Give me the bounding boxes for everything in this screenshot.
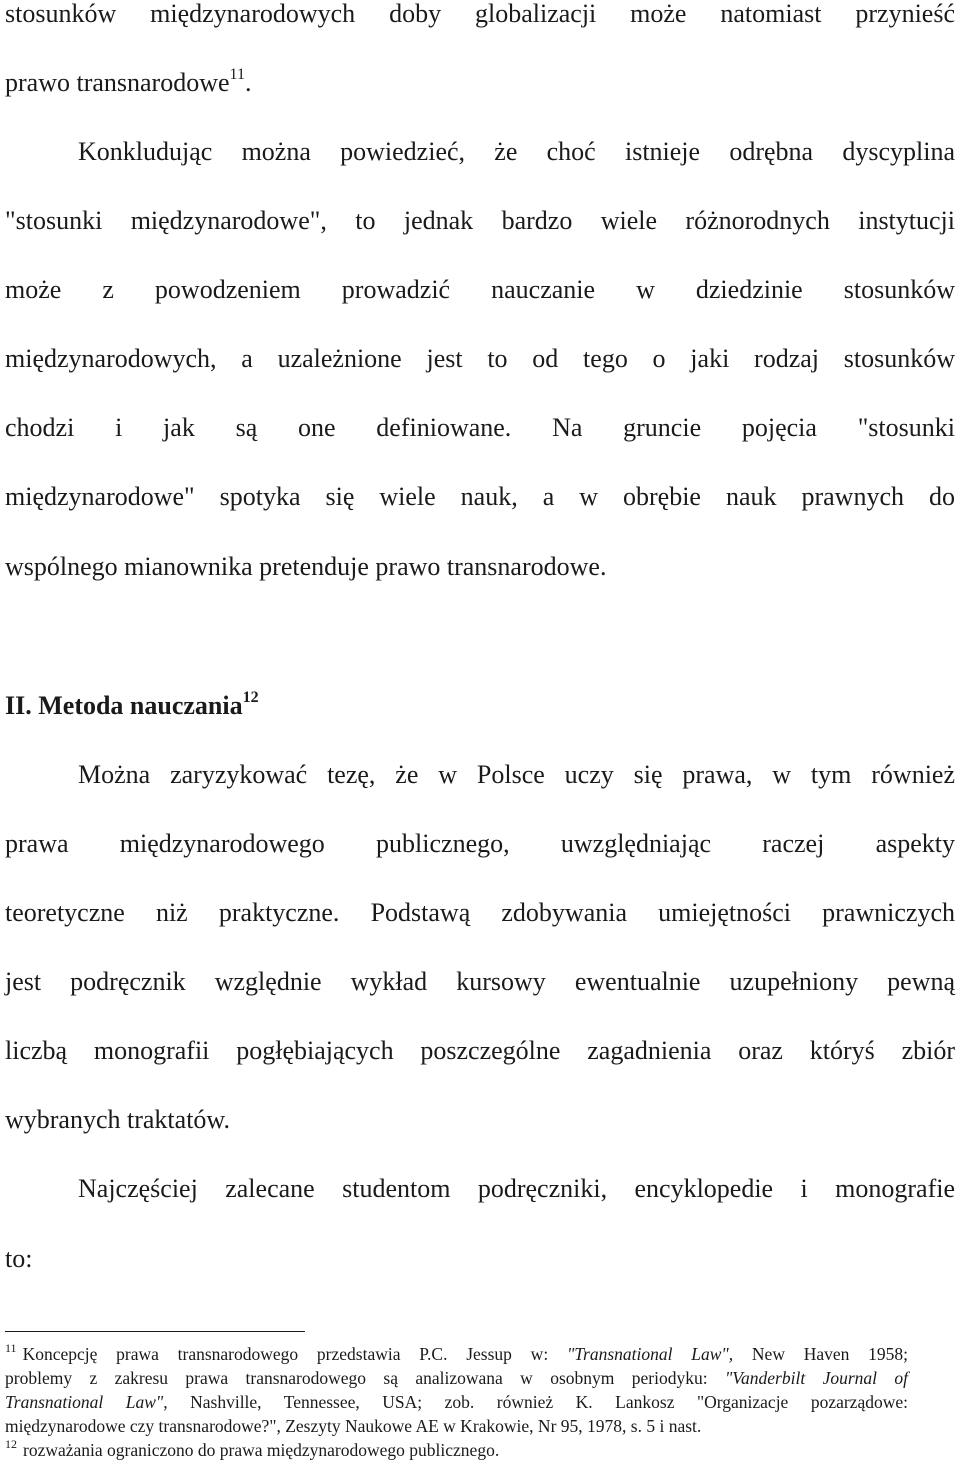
footnote-text: rozważania ograniczono do prawa międzynarodowego publicznego.: [23, 1440, 500, 1460]
body-line-4: [5, 204, 955, 238]
footnote-11-line-1: [5, 1343, 908, 1366]
body-text: stosunków międzynarodowych doby globalizacji może natomiast przynieść: [5, 0, 955, 28]
body-text: teoretyczne niż praktyczne. Podstawą zdobywania umiejętności prawniczych: [5, 898, 955, 927]
footnote-11-line-3: [5, 1391, 908, 1414]
body-line-2: [5, 66, 955, 100]
footnote-text: problemy z zakresu prawa transnarodowego są analizowana w osobnym periodyku:: [5, 1368, 725, 1388]
body-line-3: [78, 135, 955, 169]
section-heading: [5, 689, 955, 723]
body-text: chodzi i jak są one definiowane. Na gruncie pojęcia "stosunki: [5, 413, 955, 442]
body-line-9: [5, 550, 955, 584]
footnote-text: New Haven 1958;: [733, 1344, 909, 1364]
body-line-13: [5, 965, 955, 999]
footnote-11-line-4: [5, 1415, 908, 1438]
body-text: prawa międzynarodowego publicznego, uwzględniając raczej aspekty: [5, 829, 955, 858]
footnote-number-12: 12: [5, 1437, 17, 1451]
body-text: "stosunki międzynarodowe", to jednak bardzo wiele różnorodnych instytucji: [5, 206, 955, 235]
footnote-ref-11[interactable]: 11: [229, 66, 245, 83]
body-text: liczbą monografii pogłębiających poszczególne zagadnienia oraz któryś zbiór: [5, 1036, 955, 1065]
body-line-15: [5, 1103, 955, 1137]
heading-text: II. Metoda nauczania: [5, 691, 243, 720]
footnote-title-italic: Transnational Law",: [5, 1392, 168, 1412]
body-text: międzynarodowych, a uzależnione jest to od tego o jaki rodzaj stosunków: [5, 344, 955, 373]
body-line-1: [5, 0, 955, 31]
footnote-text: Koncepcję prawa transnarodowego przedstawia P.C. Jessup w:: [22, 1344, 567, 1364]
body-line-6: [5, 342, 955, 376]
body-line-16: [78, 1172, 955, 1206]
body-text: to:: [5, 1244, 33, 1273]
body-text: prawo transnarodowe: [5, 68, 230, 97]
body-text: międzynarodowe" spotyka się wiele nauk, a w obrębie nauk prawnych do: [5, 482, 955, 511]
body-text: może z powodzeniem prowadzić nauczanie w dziedzinie stosunków: [5, 275, 955, 304]
body-line-10: [78, 758, 955, 792]
body-text: jest podręcznik względnie wykład kursowy ewentualnie uzupełniony pewną: [5, 967, 955, 996]
footnote-title-italic: "Transnational Law",: [566, 1344, 734, 1364]
body-line-5: [5, 273, 955, 307]
body-line-12: [5, 896, 955, 930]
footnote-ref-12[interactable]: 12: [242, 689, 259, 706]
body-line-11: [5, 827, 955, 861]
footnote-separator: [5, 1331, 305, 1332]
footnote-number-11: 11: [5, 1341, 17, 1355]
footnote-11-line-2: [5, 1367, 908, 1390]
body-text: wspólnego mianownika pretenduje prawo transnarodowe.: [5, 552, 607, 581]
body-text: wybranych traktatów.: [5, 1105, 231, 1134]
footnote-text: międzynarodowe czy transnarodowe?", Zeszyty Naukowe AE w Krakowie, Nr 95, 1978, s. 5 i nast.: [5, 1416, 702, 1436]
body-text: .: [244, 68, 252, 97]
body-line-7: [5, 411, 955, 445]
body-line-14: [5, 1034, 955, 1068]
body-line-17: [5, 1242, 955, 1276]
body-text: Konkludując można powiedzieć, że choć istnieje odrębna dyscyplina: [78, 137, 955, 166]
footnote-text: Nashville, Tennessee, USA; zob. również K. Lankosz "Organizacje pozarządowe:: [167, 1392, 908, 1412]
footnote-12: [5, 1439, 908, 1462]
body-text: Można zaryzykować tezę, że w Polsce uczy się prawa, w tym również: [78, 760, 955, 789]
footnote-title-italic: "Vanderbilt Journal of: [724, 1368, 908, 1388]
body-text: Najczęściej zalecane studentom podręczniki, encyklopedie i monografie: [78, 1174, 955, 1203]
body-line-8: [5, 480, 955, 514]
